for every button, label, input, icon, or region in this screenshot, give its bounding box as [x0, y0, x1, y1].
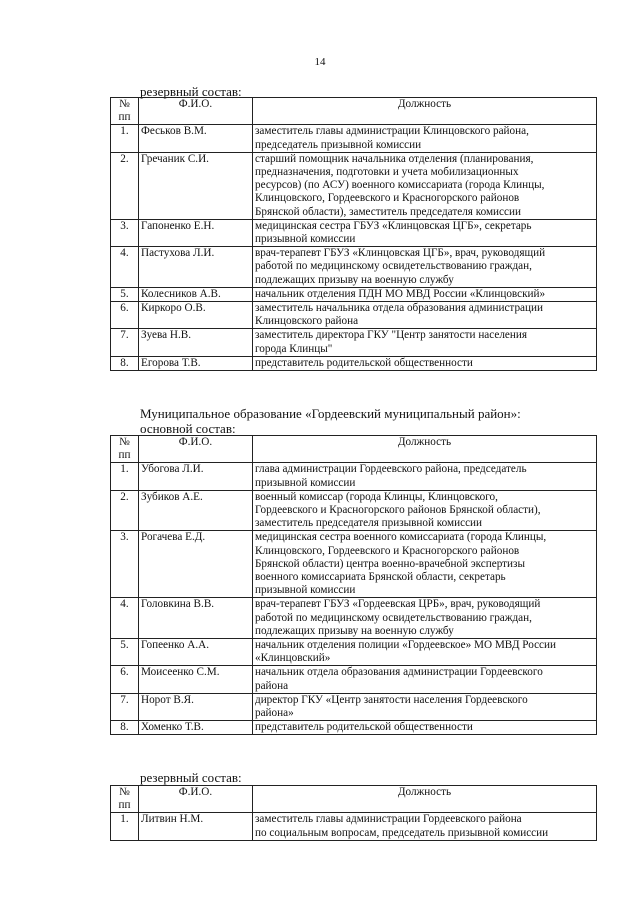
column-header-position: Должность: [253, 786, 597, 813]
member-position: [253, 531, 597, 598]
row-number: 2.: [111, 490, 139, 531]
table-row: [111, 152, 597, 219]
table-row: [111, 693, 597, 720]
position-line: работой по медицинскому освидетельствованию граждан,: [255, 260, 532, 273]
member-position: [253, 247, 597, 288]
table-row: [111, 329, 597, 356]
table-row: [111, 531, 597, 598]
position-line: врач-терапевт ГБУЗ «Гордеевская ЦРБ», врач, руководящий: [255, 598, 541, 611]
position-line: района: [255, 679, 289, 692]
section-heading: [140, 406, 521, 436]
position-line: заместитель главы администрации Клинцовского района,: [255, 125, 529, 138]
member-position: [253, 693, 597, 720]
row-number: 1.: [111, 125, 139, 152]
position-line: заместитель директора ГКУ "Центр занятости населения: [255, 329, 528, 342]
table-row: [111, 490, 597, 531]
row-number: 6.: [111, 302, 139, 329]
table-row: [111, 287, 597, 301]
member-position: [253, 302, 597, 329]
position-line: начальник отдела образования администрации Гордеевского: [255, 666, 543, 679]
member-name: Зуева Н.В.: [139, 329, 253, 356]
member-position: [253, 666, 597, 693]
position-line: медицинская сестра военного комиссариата (города Клинцы,: [255, 531, 547, 544]
row-number: 4.: [111, 247, 139, 288]
member-position: [253, 329, 597, 356]
table-row: [111, 598, 597, 639]
heading-line: резервный состав:: [140, 84, 242, 99]
member-position: [253, 813, 597, 840]
roster-table: [110, 97, 597, 371]
position-line: военного комиссариата Брянской области, секретарь: [255, 571, 506, 584]
position-line: представитель родительской общественности: [255, 721, 473, 734]
table-row: [111, 639, 597, 666]
table-header-row: [111, 786, 597, 813]
row-number: 5.: [111, 287, 139, 301]
table-row: [111, 302, 597, 329]
section-heading: [140, 770, 242, 785]
position-line: медицинская сестра ГБУЗ «Клинцовская ЦГБ», секретарь: [255, 219, 532, 232]
position-line: врач-терапевт ГБУЗ «Клинцовская ЦГБ», врач, руководящий: [255, 247, 546, 260]
member-name: Гречаник С.И.: [139, 152, 253, 219]
column-header-name: Ф.И.О.: [139, 786, 253, 813]
position-line: глава администрации Гордеевского района, председатель: [255, 463, 527, 476]
page-number: 14: [314, 56, 326, 68]
member-name: Литвин Н.М.: [139, 813, 253, 840]
row-number: 7.: [111, 329, 139, 356]
position-line: заместитель начальника отдела образования администрации: [255, 302, 543, 315]
row-number: 3.: [111, 531, 139, 598]
position-line: призывной комиссии: [255, 584, 356, 597]
position-line: Брянской области) центра военно-врачебной экспертизы: [255, 557, 525, 570]
position-line: призывной комиссии: [255, 476, 356, 489]
member-position: [253, 152, 597, 219]
column-header-position: Должность: [253, 98, 597, 125]
heading-line: резервный состав:: [140, 770, 242, 785]
position-line: заместитель главы администрации Гордеевского района: [255, 813, 522, 826]
row-number: 6.: [111, 666, 139, 693]
member-position: [253, 356, 597, 370]
member-position: [253, 463, 597, 490]
position-line: начальник отделения ПДН МО МВД России «Клинцовский»: [255, 287, 546, 300]
row-number: 4.: [111, 598, 139, 639]
member-name: Киркоро О.В.: [139, 302, 253, 329]
position-line: подлежащих призыву на военную службу: [255, 624, 454, 637]
position-line: Клинцовского, Гордеевского и Красногорского районов: [255, 192, 520, 205]
position-line: работой по медицинскому освидетельствованию граждан,: [255, 611, 532, 624]
row-number: 8.: [111, 721, 139, 735]
member-position: [253, 287, 597, 301]
member-position: [253, 219, 597, 246]
member-name: Егорова Т.В.: [139, 356, 253, 370]
member-name: Рогачева Е.Д.: [139, 531, 253, 598]
position-line: военный комиссар (города Клинцы, Клинцовского,: [255, 490, 498, 503]
member-position: [253, 598, 597, 639]
position-line: предназначения, подготовки и учета мобилизационных: [255, 166, 519, 179]
row-number: 1.: [111, 813, 139, 840]
member-position: [253, 490, 597, 531]
member-position: [253, 125, 597, 152]
column-header-position: Должность: [253, 436, 597, 463]
position-line: старший помощник начальника отделения (планирования,: [255, 152, 534, 165]
member-name: Зубиков А.Е.: [139, 490, 253, 531]
column-header-name: Ф.И.О.: [139, 436, 253, 463]
position-line: Гордеевского и Красногорского районов Брянской области),: [255, 504, 541, 517]
column-header-number: № пп: [111, 786, 139, 813]
table-row: [111, 247, 597, 288]
member-name: Пастухова Л.И.: [139, 247, 253, 288]
position-line: «Клинцовский»: [255, 652, 331, 665]
position-line: начальник отделения полиции «Гордеевское» МО МВД России: [255, 639, 556, 652]
table-row: [111, 463, 597, 490]
position-line: Клинцовского, Гордеевского и Красногорского районов: [255, 544, 520, 557]
position-line: района»: [255, 707, 294, 720]
member-name: Убогова Л.И.: [139, 463, 253, 490]
position-line: по социальным вопросам, председатель призывной комиссии: [255, 826, 549, 839]
table-row: [111, 356, 597, 370]
member-name: Гапоненко Е.Н.: [139, 219, 253, 246]
roster-table: [110, 435, 597, 735]
member-name: Норот В.Я.: [139, 693, 253, 720]
member-name: Гопеенко А.А.: [139, 639, 253, 666]
position-line: заместитель председателя призывной комиссии: [255, 517, 483, 530]
row-number: 1.: [111, 463, 139, 490]
position-line: Клинцовского района: [255, 315, 359, 328]
position-line: подлежащих призыву на военную службу: [255, 273, 454, 286]
table-row: [111, 721, 597, 735]
table-header-row: [111, 436, 597, 463]
member-position: [253, 639, 597, 666]
member-name: Хоменко Т.В.: [139, 721, 253, 735]
position-line: ресурсов) (по АСУ) военного комиссариата (города Клинцы,: [255, 179, 545, 192]
member-name: Головкина В.В.: [139, 598, 253, 639]
table-header-row: [111, 98, 597, 125]
position-line: Брянской области), заместитель председателя комиссии: [255, 205, 521, 218]
position-line: представитель родительской общественности: [255, 356, 473, 369]
row-number: 2.: [111, 152, 139, 219]
member-name: Моисеенко С.М.: [139, 666, 253, 693]
position-line: города Клинцы": [255, 342, 333, 355]
row-number: 8.: [111, 356, 139, 370]
position-line: призывной комиссии: [255, 233, 356, 246]
member-name: Колесников А.В.: [139, 287, 253, 301]
member-position: [253, 721, 597, 735]
heading-line: Муниципальное образование «Гордеевский муниципальный район»:: [140, 406, 521, 421]
column-header-number: № пп: [111, 436, 139, 463]
row-number: 5.: [111, 639, 139, 666]
roster-table: [110, 785, 597, 841]
table-row: [111, 666, 597, 693]
table-row: [111, 125, 597, 152]
position-line: председатель призывной комиссии: [255, 138, 422, 151]
table-row: [111, 219, 597, 246]
heading-line: основной состав:: [140, 421, 236, 436]
column-header-number: № пп: [111, 98, 139, 125]
column-header-name: Ф.И.О.: [139, 98, 253, 125]
table-row: [111, 813, 597, 840]
position-line: директор ГКУ «Центр занятости населения Гордеевского: [255, 693, 528, 706]
member-name: Феськов В.М.: [139, 125, 253, 152]
row-number: 3.: [111, 219, 139, 246]
row-number: 7.: [111, 693, 139, 720]
